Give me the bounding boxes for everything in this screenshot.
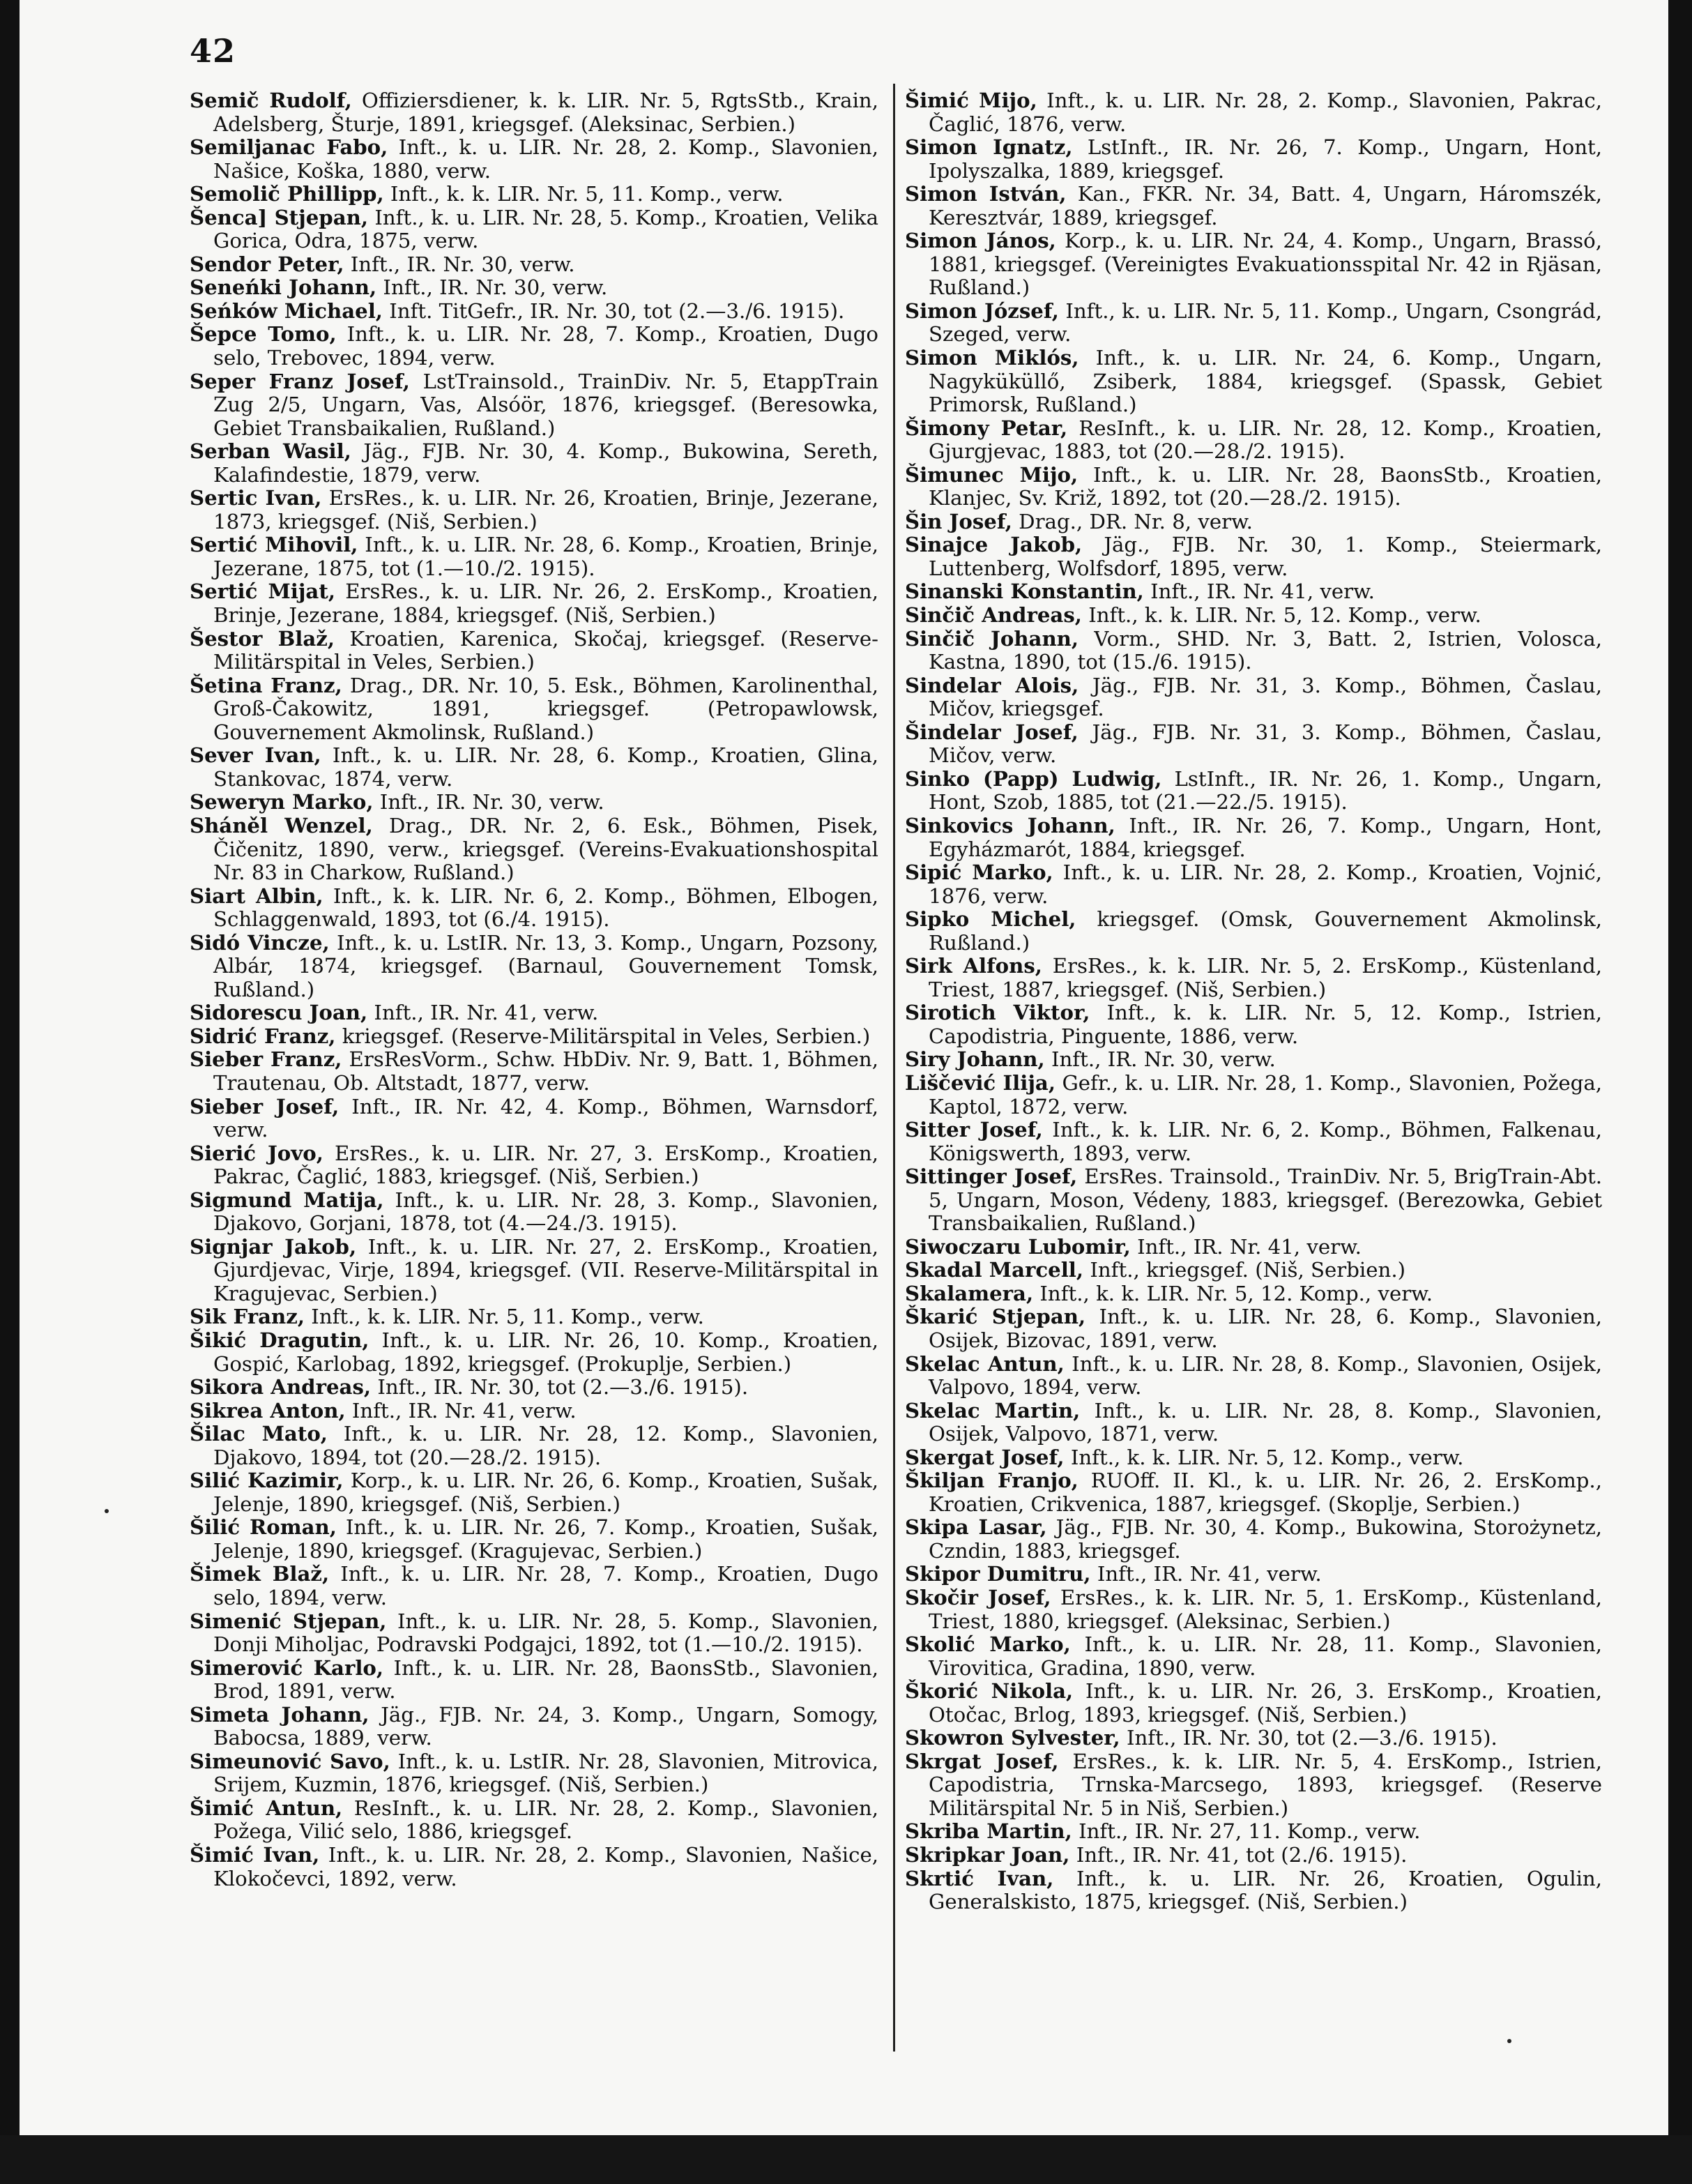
casualty-entry [905, 1516, 1602, 1563]
casualty-entry [905, 1165, 1602, 1236]
right-column [905, 89, 1602, 1914]
casualty-entry [190, 1844, 878, 1890]
entry-name: Simon József, [905, 298, 1059, 323]
casualty-entry [905, 1048, 1602, 1072]
entry-name: Skripkar Joan, [905, 1843, 1070, 1867]
entry-name: Sirk Alfons, [905, 954, 1042, 978]
entry-name: Sirotich Viktor, [905, 1001, 1090, 1025]
entry-name: Šin Josef, [905, 509, 1012, 533]
casualty-entry [190, 1048, 878, 1095]
entry-details: Inft., k. k. LIR. Nr. 5, 12. Komp., verw. [1033, 1281, 1433, 1305]
casualty-entry [905, 510, 1602, 534]
entry-details: Inft., k. u. LIR. Nr. 26, Kroatien, Ogulin, Generalskisto, 1875, kriegsgef. (Niš, Serbien.) [929, 1866, 1603, 1914]
entry-name: Simerović Karlo, [190, 1655, 384, 1680]
entry-details: Inft., k. u. LstIR. Nr. 13, 3. Komp., Ungarn, Pozsony, Albár, 1874, kriegsgef. (Barnaul, Gouvernement Tomsk, Rußland.) [213, 930, 878, 1001]
entry-details: Inft., IR. Nr. 41, verw. [345, 1398, 577, 1423]
casualty-entry [905, 628, 1602, 674]
entry-name: Simon Miklós, [905, 346, 1079, 370]
casualty-entry [190, 370, 878, 441]
casualty-entry [905, 1820, 1602, 1844]
entry-details: LstTrainsold., TrainDiv. Nr. 5, EtappTrain Zug 2/5, Ungarn, Vas, Alsóör, 1876, kriegsgef. (Beresowka, Gebiet Transbaikalien, Rußland.) [213, 369, 878, 440]
entry-details: Inft., k. k. LIR. Nr. 5, 11. Komp., verw. [383, 182, 784, 206]
casualty-entry [905, 1072, 1602, 1118]
entry-details: Inft., IR. Nr. 41, verw. [367, 1001, 599, 1025]
casualty-entry [190, 253, 878, 277]
entry-details: ErsRes., k. u. LIR. Nr. 27, 3. ErsKomp., Kroatien, Pakrac, Čaglić, 1883, kriegsgef. (Niš, Serbien.) [213, 1141, 878, 1189]
entry-details: ErsResVorm., Schw. HbDiv. Nr. 9, Batt. 1, Böhmen, Trautenau, Ob. Altstadt, 1877, verw. [213, 1047, 878, 1095]
casualty-entry [905, 1446, 1602, 1470]
casualty-entry [190, 1563, 878, 1609]
casualty-entry [190, 136, 878, 183]
entry-details: Gefr., k. u. LIR. Nr. 28, 1. Komp., Slavonien, Požega, Kaptol, 1872, verw. [929, 1070, 1602, 1118]
entry-details: Jäg., FJB. Nr. 31, 3. Komp., Böhmen, Časlau, Mičov, verw. [929, 720, 1602, 768]
entry-name: Seneńki Johann, [190, 275, 377, 300]
casualty-entry [905, 1259, 1602, 1282]
casualty-entry [190, 300, 878, 324]
entry-name: Simon István, [905, 182, 1067, 206]
entry-name: Šestor Blaž, [190, 626, 335, 651]
entry-details: Inft., k. u. LIR. Nr. 28, 2. Komp., Slavonien, Pakrac, Čaglić, 1876, verw. [929, 89, 1602, 136]
entry-details: kriegsgef. (Reserve-Militärspital in Veles, Serbien.) [335, 1024, 871, 1048]
entry-details: ErsRes., k. k. LIR. Nr. 5, 1. ErsKomp., Küstenland, Triest, 1880, kriegsgef. (Aleksinac, Serbien.) [929, 1586, 1602, 1633]
entry-details: Inft., k. k. LIR. Nr. 6, 2. Komp., Böhmen, Elbogen, Schlaggenwald, 1893, tot (6./4. 1915). [213, 884, 878, 932]
entry-details: Inft., k. k. LIR. Nr. 6, 2. Komp., Böhmen, Falkenau, Königswerth, 1893, verw. [929, 1118, 1602, 1165]
casualty-entry [905, 1633, 1602, 1680]
casualty-entry [190, 1750, 878, 1797]
casualty-entry [190, 1376, 878, 1400]
entry-details: Inft., k. u. LIR. Nr. 28, 5. Komp., Kroatien, Velika Gorica, Odra, 1875, verw. [213, 205, 879, 253]
entry-name: Sidrić Franz, [190, 1024, 336, 1048]
entry-details: Inft. TitGefr., IR. Nr. 30, tot (2.—3./6. 1915). [382, 298, 845, 323]
casualty-entry [905, 955, 1602, 1001]
entry-details: Inft., IR. Nr. 27, 11. Komp., verw. [1072, 1819, 1421, 1844]
entry-details: ErsRes., k. u. LIR. Nr. 26, Kroatien, Brinje, Jezerane, 1873, kriegsgef. (Niš, Serbien.) [213, 486, 878, 533]
scan-edge-bottom [0, 2135, 1692, 2184]
column-divider [893, 84, 895, 2052]
casualty-entry [905, 1469, 1602, 1516]
casualty-entry [905, 580, 1602, 604]
entry-details: Offiziersdiener, k. k. LIR. Nr. 5, RgtsStb., Krain, Adelsberg, Šturje, 1891, kriegsgef. (Aleksinac, Serbien.) [213, 89, 878, 136]
entry-name: Skolić Marko, [905, 1632, 1071, 1657]
entry-details: Inft., k. k. LIR. Nr. 5, 12. Komp., verw. [1081, 603, 1481, 628]
entry-details: Jäg., FJB. Nr. 24, 3. Komp., Ungarn, Somogy, Babocsa, 1889, verw. [213, 1702, 878, 1750]
casualty-entry [190, 533, 878, 580]
entry-name: Simon János, [905, 229, 1056, 253]
casualty-entry [190, 1189, 878, 1236]
entry-details: Inft., k. u. LIR. Nr. 28, 12. Komp., Slavonien, Djakovo, 1894, tot (20.—28./2. 1915). [213, 1422, 878, 1469]
entry-details: ErsRes., k. u. LIR. Nr. 26, 2. ErsKomp., Kroatien, Brinje, Jezerane, 1884, kriegsgef. (Niš, Serbien.) [213, 579, 878, 628]
casualty-entry [905, 674, 1602, 721]
casualty-entry [905, 1750, 1602, 1821]
entry-details: Inft., k. k. LIR. Nr. 5, 11. Komp., verw. [305, 1305, 704, 1329]
entry-details: Inft., k. u. LIR. Nr. 28, 6. Komp., Kroatien, Brinje, Jezerane, 1875, tot (1.—10./2. 1915). [213, 533, 878, 580]
casualty-entry [190, 885, 878, 932]
entry-name: Sipić Marko, [905, 860, 1053, 885]
casualty-entry [905, 183, 1602, 229]
entry-name: Sháněl Wenzel, [190, 813, 373, 837]
casualty-entry [905, 136, 1602, 183]
entry-details: Korp., k. u. LIR. Nr. 26, 6. Komp., Kroatien, Sušak, Jelenje, 1890, kriegsgef. (Niš, Serbien.) [213, 1469, 878, 1516]
entry-name: Skadal Marcell, [905, 1258, 1084, 1282]
casualty-entry [190, 323, 878, 370]
entry-details: Inft., IR. Nr. 30, tot (2.—3./6. 1915). [1120, 1726, 1497, 1750]
entry-details: RUOff. II. Kl., k. u. LIR. Nr. 26, 2. ErsKomp., Kroatien, Crikvenica, 1887, kriegsgef. (Skoplje, Serbien.) [929, 1469, 1602, 1516]
entry-name: Siry Johann, [905, 1047, 1045, 1072]
entry-details: Inft., IR. Nr. 30, verw. [344, 252, 575, 276]
casualty-entry [190, 1610, 878, 1657]
entry-details: Inft., k. u. LIR. Nr. 28, 7. Komp., Kroatien, Dugo selo, Trebovec, 1894, verw. [213, 322, 878, 370]
entry-details: Inft., k. k. LIR. Nr. 5, 12. Komp., verw. [1064, 1445, 1464, 1469]
entry-name: Sinčič Andreas, [905, 603, 1082, 628]
entry-name: Sitter Josef, [905, 1118, 1043, 1142]
entry-name: Liščević Ilija, [905, 1070, 1055, 1095]
entry-details: Vorm., SHD. Nr. 3, Batt. 2, Istrien, Volosca, Kastna, 1890, tot (15./6. 1915). [929, 626, 1602, 674]
entry-details: Jäg., FJB. Nr. 30, 1. Komp., Steiermark, Luttenberg, Wolfsdorf, 1895, verw. [929, 533, 1602, 580]
casualty-entry [905, 89, 1602, 136]
entry-details: Inft., k. u. LIR. Nr. 28, BaonsStb., Slavonien, Brod, 1891, verw. [213, 1655, 879, 1704]
entry-name: Sittinger Josef, [905, 1165, 1078, 1189]
casualty-entry [905, 229, 1602, 300]
casualty-entry [190, 487, 878, 533]
casualty-entry [905, 768, 1602, 814]
entry-name: Škarić Stjepan, [905, 1305, 1086, 1329]
casualty-entry [190, 1516, 878, 1563]
entry-name: Skipa Lasar, [905, 1515, 1047, 1540]
scan-speck [105, 1509, 109, 1513]
entry-details: Jäg., FJB. Nr. 30, 4. Komp., Bukowina, Storożynetz, Czndin, 1883, kriegsgef. [929, 1515, 1602, 1563]
entry-details: ResInft., k. u. LIR. Nr. 28, 12. Komp., Kroatien, Gjurgjevac, 1883, tot (20.—28./2. 1915). [929, 416, 1603, 464]
entry-details: Inft., k. u. LIR. Nr. 28, 2. Komp., Kroatien, Vojnić, 1876, verw. [929, 860, 1602, 908]
entry-name: Šetina Franz, [190, 673, 342, 697]
entry-name: Sikora Andreas, [190, 1375, 372, 1400]
entry-name: Skrgat Josef, [905, 1749, 1059, 1773]
casualty-entry [905, 1118, 1602, 1165]
casualty-entry [905, 1282, 1602, 1306]
casualty-entry [905, 861, 1602, 908]
casualty-entry [905, 300, 1602, 347]
entry-details: kriegsgef. (Omsk, Gouvernement Akmolinsk, Rußland.) [929, 907, 1603, 955]
entry-details: LstInft., IR. Nr. 26, 1. Komp., Ungarn, Hont, Szob, 1885, tot (21.—22./5. 1915). [929, 766, 1602, 814]
entry-name: Seńków Michael, [190, 298, 383, 323]
casualty-entry [190, 206, 878, 253]
entry-details: LstInft., IR. Nr. 26, 7. Komp., Ungarn, Hont, Ipolyszalka, 1889, kriegsgef. [929, 135, 1602, 183]
entry-details: Inft., k. u. LIR. Nr. 28, 6. Komp., Kroatien, Glina, Stankovac, 1874, verw. [213, 743, 879, 791]
casualty-entry [905, 814, 1602, 861]
entry-name: Sertić Mihovil, [190, 533, 358, 557]
casualty-entry [190, 580, 878, 627]
entry-details: Inft., k. u. LIR. Nr. 28, 6. Komp., Slavonien, Osijek, Bizovac, 1891, verw. [929, 1305, 1602, 1352]
entry-name: Sertic Ivan, [190, 486, 322, 510]
entry-name: Šepce Tomo, [190, 322, 337, 347]
entry-name: Skipor Dumitru, [905, 1562, 1091, 1586]
entry-details: Drag., DR. Nr. 10, 5. Esk., Böhmen, Karolinenthal, Groß-Čakowitz, 1891, kriegsgef. (Petropawlowsk, Gouvernement Akmolinsk, Rußland.) [213, 673, 878, 744]
entry-name: Sidorescu Joan, [190, 1001, 368, 1025]
entry-details: ErsRes. Trainsold., TrainDiv. Nr. 5, BrigTrain-Abt. 5, Ungarn, Moson, Védeny, 1883, kriegsgef. (Berezowka, Gebiet Transbaikalien, Rußland.) [929, 1165, 1602, 1236]
casualty-entry [190, 814, 878, 885]
entry-details: Inft., k. u. LIR. Nr. 28, 3. Komp., Slavonien, Djakovo, Gorjani, 1878, tot (4.—24./3. 1915). [213, 1188, 878, 1236]
entry-name: Sendor Peter, [190, 252, 344, 276]
entry-name: Skelac Martin, [905, 1398, 1081, 1423]
entry-name: Simeta Johann, [190, 1702, 369, 1727]
casualty-entry [190, 1095, 878, 1142]
casualty-entry [905, 1305, 1602, 1352]
entry-name: Simenić Stjepan, [190, 1609, 387, 1633]
casualty-entry [905, 1727, 1602, 1750]
entry-name: Sever Ivan, [190, 743, 321, 768]
entry-name: Seweryn Marko, [190, 790, 374, 814]
entry-name: Sigmund Matija, [190, 1188, 384, 1212]
entry-details: Drag., DR. Nr. 8, verw. [1012, 509, 1253, 533]
entry-details: Inft., k. u. LstIR. Nr. 28, Slavonien, Mitrovica, Srijem, Kuzmin, 1876, kriegsgef. (Niš, Serbien.) [213, 1749, 878, 1797]
entry-name: Simon Ignatz, [905, 135, 1073, 160]
casualty-entry [905, 1236, 1602, 1259]
entry-details: Inft., k. u. LIR. Nr. 28, 2. Komp., Slavonien, Našice, Klokočevci, 1892, verw. [213, 1843, 878, 1890]
entry-details: Inft., k. u. LIR. Nr. 26, 10. Komp., Kroatien, Gospić, Karlobag, 1892, kriegsgef. (Prokuplje, Serbien.) [213, 1328, 878, 1376]
entry-name: Sinko (Papp) Ludwig, [905, 766, 1162, 791]
casualty-entry [190, 1704, 878, 1750]
entry-name: Sikrea Anton, [190, 1398, 346, 1423]
entry-name: Škiljan Franjo, [905, 1469, 1079, 1493]
scan-edge-right [1668, 0, 1692, 2184]
entry-name: Sieber Josef, [190, 1094, 340, 1118]
casualty-entry [905, 1563, 1602, 1586]
entry-name: Skergat Josef, [905, 1445, 1065, 1469]
entry-details: Inft., IR. Nr. 41, verw. [1090, 1562, 1322, 1586]
entry-details: Inft., IR. Nr. 30, verw. [373, 790, 604, 814]
casualty-entry [190, 440, 878, 487]
entry-details: Jäg., FJB. Nr. 30, 4. Komp., Bukowina, Sereth, Kalafindestie, 1879, verw. [213, 439, 878, 487]
casualty-entry [905, 1353, 1602, 1400]
casualty-entry [190, 1236, 878, 1306]
casualty-entry [190, 1025, 878, 1049]
casualty-entry [190, 1797, 878, 1844]
casualty-entry [905, 1867, 1602, 1914]
entry-details: Kan., FKR. Nr. 34, Batt. 4, Ungarn, Háromszék, Keresztvár, 1889, kriegsgef. [929, 182, 1602, 229]
entry-name: Šimić Ivan, [190, 1843, 320, 1867]
entry-details: Inft., k. u. LIR. Nr. 28, 5. Komp., Slavonien, Donji Miholjac, Podravski Podgajci, 1892, tot (1.—10./2. 1915). [213, 1609, 879, 1657]
casualty-entry [905, 347, 1602, 417]
casualty-entry [190, 791, 878, 814]
entry-details: Inft., IR. Nr. 30, tot (2.—3./6. 1915). [371, 1375, 749, 1400]
casualty-entry [190, 1001, 878, 1025]
casualty-entry [190, 276, 878, 300]
entry-name: Siwoczaru Lubomir, [905, 1234, 1131, 1259]
entry-name: Sinčič Johann, [905, 626, 1079, 651]
entry-details: Inft., k. k. LIR. Nr. 5, 12. Komp., Istrien, Capodistria, Pinguente, 1886, verw. [929, 1001, 1602, 1048]
entry-name: Sertić Mijat, [190, 579, 335, 604]
casualty-entry [190, 1469, 878, 1516]
entry-name: Semolič Phillipp, [190, 182, 384, 206]
entry-details: Inft., k. u. LIR. Nr. 28, 11. Komp., Slavonien, Virovitica, Gradina, 1890, verw. [929, 1632, 1602, 1680]
entry-name: Sidó Vincze, [190, 930, 330, 955]
entry-name: Šimunec Mijo, [905, 462, 1079, 487]
entry-details: ErsRes., k. k. LIR. Nr. 5, 4. ErsKomp., Istrien, Capodistria, Trnska-Marcsego, 1893, kriegsgef. (Reserve Militärspital Nr. 5 in Niš, Serbien.) [929, 1749, 1603, 1820]
entry-name: Šimek Blaž, [190, 1562, 330, 1586]
entry-details: Kroatien, Karenica, Skočaj, kriegsgef. (Reserve-Militärspital in Veles, Serbien.) [213, 626, 878, 674]
casualty-entry [905, 464, 1602, 510]
entry-name: Silić Kazimir, [190, 1469, 344, 1493]
entry-name: Skriba Martin, [905, 1819, 1072, 1844]
entry-name: Siart Albin, [190, 884, 323, 908]
entry-name: Sindelar Alois, [905, 673, 1079, 697]
entry-details: Inft., kriegsgef. (Niš, Serbien.) [1083, 1258, 1405, 1282]
casualty-entry [905, 417, 1602, 464]
entry-name: Sieber Franz, [190, 1047, 342, 1072]
entry-name: Sik Franz, [190, 1305, 305, 1329]
entry-name: Sierić Jovo, [190, 1141, 323, 1165]
entry-details: Inft., k. u. LIR. Nr. 5, 11. Komp., Ungarn, Csongrád, Szeged, verw. [929, 298, 1602, 347]
entry-details: Inft., IR. Nr. 42, 4. Komp., Böhmen, Warnsdorf, verw. [213, 1094, 879, 1142]
casualty-entry [190, 89, 878, 136]
entry-name: Sipko Michel, [905, 907, 1076, 932]
casualty-entry [190, 1400, 878, 1423]
entry-name: Šimić Antun, [190, 1796, 343, 1820]
entry-details: ErsRes., k. k. LIR. Nr. 5, 2. ErsKomp., Küstenland, Triest, 1887, kriegsgef. (Niš, Serbien.) [929, 954, 1602, 1001]
entry-name: Skrtić Ivan, [905, 1866, 1054, 1890]
entry-details: Inft., IR. Nr. 41, verw. [1130, 1234, 1362, 1259]
entry-details: Inft., k. u. LIR. Nr. 28, BaonsStb., Kroatien, Klanjec, Sv. Križ, 1892, tot (20.—28./2. 1915). [929, 462, 1602, 510]
entry-details: Inft., k. u. LIR. Nr. 24, 6. Komp., Ungarn, Nagyküküllő, Zsiberk, 1884, kriegsgef. (Spassk, Gebiet Primorsk, Rußland.) [929, 346, 1602, 417]
casualty-entry [905, 533, 1602, 580]
entry-details: Inft., k. u. LIR. Nr. 28, 8. Komp., Slavonien, Osijek, Valpovo, 1894, verw. [929, 1351, 1602, 1400]
casualty-entry [905, 1586, 1602, 1633]
entry-name: Sinanski Konstantin, [905, 579, 1144, 604]
entry-name: Šimony Petar, [905, 416, 1068, 440]
entry-details: Inft., k. u. LIR. Nr. 26, 7. Komp., Kroatien, Sušak, Jelenje, 1890, kriegsgef. (Kragujevac, Serbien.) [213, 1515, 878, 1563]
casualty-entry [190, 1329, 878, 1376]
entry-name: Semič Rudolf, [190, 89, 352, 112]
entry-name: Škorić Nikola, [905, 1679, 1074, 1704]
entry-details: Korp., k. u. LIR. Nr. 24, 4. Komp., Ungarn, Brassó, 1881, kriegsgef. (Vereinigtes Evakuationsspital Nr. 42 in Rjäsan, Rußland.) [929, 229, 1603, 300]
entry-name: Šimić Mijo, [905, 89, 1037, 112]
entry-name: Serban Wasil, [190, 439, 351, 464]
entry-details: Inft., IR. Nr. 41, tot (2./6. 1915). [1069, 1843, 1408, 1867]
entry-name: Sinajce Jakob, [905, 533, 1083, 557]
entry-name: Šindelar Josef, [905, 720, 1079, 744]
casualty-entry [905, 721, 1602, 768]
entry-details: Inft., k. u. LIR. Nr. 26, 3. ErsKomp., Kroatien, Otočac, Brlog, 1893, kriegsgef. (Niš, Serbien.) [929, 1679, 1602, 1727]
entry-name: Sinkovics Johann, [905, 813, 1115, 837]
entry-details: Inft., k. u. LIR. Nr. 28, 8. Komp., Slavonien, Osijek, Valpovo, 1871, verw. [929, 1398, 1603, 1446]
entry-details: ResInft., k. u. LIR. Nr. 28, 2. Komp., Slavonien, Požega, Vilić selo, 1886, kriegsgef. [213, 1796, 878, 1844]
casualty-entry [190, 1305, 878, 1329]
entry-details: Drag., DR. Nr. 2, 6. Esk., Böhmen, Pisek, Čičenitz, 1890, verw., kriegsgef. (Vereins-Evakuationshospital Nr. 83 in Charkow, Rußland.) [213, 813, 878, 885]
entry-details: Inft., IR. Nr. 30, verw. [376, 275, 608, 300]
casualty-entry [905, 1680, 1602, 1727]
entry-name: Semiljanac Fabo, [190, 135, 388, 160]
casualty-entry [905, 1001, 1602, 1048]
entry-name: Skočir Josef, [905, 1586, 1051, 1609]
entry-name: Skalamera, [905, 1281, 1034, 1305]
entry-details: Inft., k. u. LIR. Nr. 27, 2. ErsKomp., Kroatien, Gjurdjevac, Virje, 1894, kriegsgef. (VII. Reserve-Militärspital in Kragujevac, Serbien.) [213, 1234, 879, 1305]
entry-name: Simeunović Savo, [190, 1749, 390, 1773]
casualty-entry [190, 1142, 878, 1189]
scan-speck [1507, 2039, 1511, 2043]
casualty-entry [190, 183, 878, 206]
casualty-entry [190, 1423, 878, 1469]
scan-edge-left [0, 0, 20, 2184]
entry-name: Skowron Sylvester, [905, 1726, 1120, 1750]
casualty-entry [190, 1657, 878, 1704]
casualty-entry [905, 1844, 1602, 1867]
entry-details: Inft., IR. Nr. 30, verw. [1044, 1047, 1276, 1072]
page-number: 42 [190, 32, 236, 70]
entry-name: Šilić Roman, [190, 1515, 337, 1540]
casualty-entry [190, 932, 878, 1002]
entry-name: Šenca] Stjepan, [190, 205, 368, 229]
casualty-entry [190, 744, 878, 791]
casualty-entry [905, 604, 1602, 628]
entry-details: Jäg., FJB. Nr. 31, 3. Komp., Böhmen, Časlau, Mičov, kriegsgef. [929, 673, 1602, 721]
casualty-entry [190, 628, 878, 674]
entry-name: Seper Franz Josef, [190, 369, 410, 393]
casualty-entry [190, 674, 878, 745]
entry-details: Inft., k. u. LIR. Nr. 28, 2. Komp., Slavonien, Našice, Koška, 1880, verw. [213, 135, 879, 183]
casualty-entry [905, 1400, 1602, 1446]
entry-details: Inft., IR. Nr. 41, verw. [1143, 579, 1375, 604]
entry-name: Signjar Jakob, [190, 1234, 357, 1259]
entry-name: Šilac Mato, [190, 1422, 328, 1446]
casualty-entry [905, 908, 1602, 955]
entry-name: Šikić Dragutin, [190, 1328, 369, 1352]
entry-name: Skelac Antun, [905, 1351, 1065, 1376]
left-column [190, 89, 878, 1890]
entry-details: Inft., IR. Nr. 26, 7. Komp., Ungarn, Hont, Egyházmarót, 1884, kriegsgef. [929, 813, 1602, 861]
entry-details: Inft., k. u. LIR. Nr. 28, 7. Komp., Kroatien, Dugo selo, 1894, verw. [213, 1562, 878, 1609]
